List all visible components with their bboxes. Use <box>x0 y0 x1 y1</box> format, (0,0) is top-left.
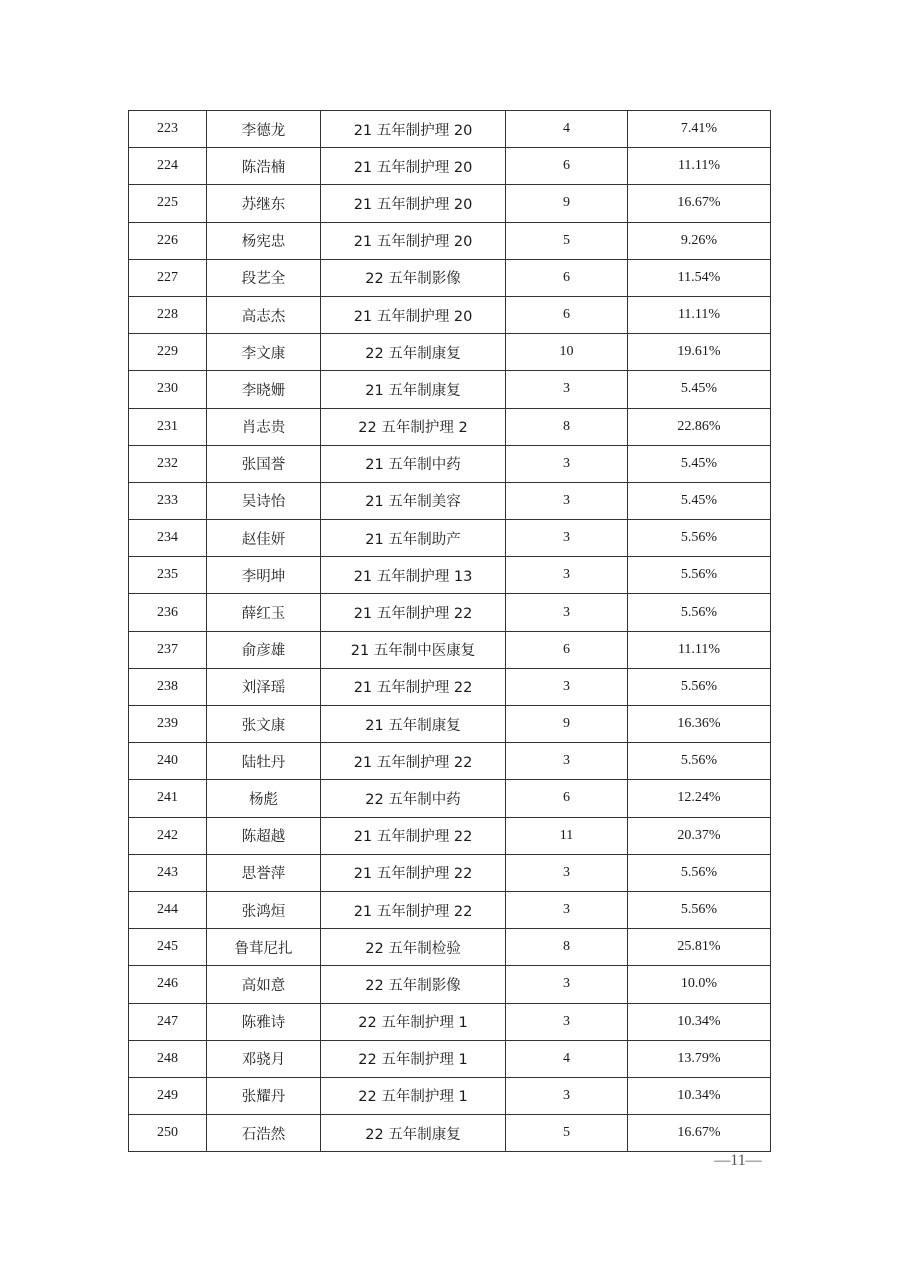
table-row <box>129 557 771 594</box>
percentage-cell: 22.86% <box>628 408 771 445</box>
student-name-cell: 思誉萍 <box>207 854 321 891</box>
percentage-cell: 5.56% <box>628 520 771 557</box>
count-cell: 3 <box>506 743 628 780</box>
table-row <box>129 334 771 371</box>
class-name-cell: 21 五年制美容 <box>321 482 506 519</box>
percentage-cell: 5.56% <box>628 743 771 780</box>
table-row <box>129 445 771 482</box>
percentage-cell: 5.45% <box>628 371 771 408</box>
student-name-cell: 张国誉 <box>207 445 321 482</box>
percentage-cell: 5.56% <box>628 557 771 594</box>
percentage-cell: 12.24% <box>628 780 771 817</box>
row-number-cell: 228 <box>129 296 207 333</box>
percentage-cell: 9.26% <box>628 222 771 259</box>
count-cell: 3 <box>506 594 628 631</box>
percentage-cell: 10.0% <box>628 966 771 1003</box>
percentage-cell: 16.67% <box>628 185 771 222</box>
student-name-cell: 肖志贵 <box>207 408 321 445</box>
percentage-cell: 19.61% <box>628 334 771 371</box>
class-name-cell: 21 五年制护理 20 <box>321 111 506 148</box>
table-row <box>129 854 771 891</box>
table-row <box>129 743 771 780</box>
row-number-cell: 240 <box>129 743 207 780</box>
student-table-body <box>129 111 771 1152</box>
table-row <box>129 408 771 445</box>
student-name-cell: 刘泽瑶 <box>207 668 321 705</box>
table-row <box>129 259 771 296</box>
class-name-cell: 22 五年制检验 <box>321 929 506 966</box>
count-cell: 8 <box>506 929 628 966</box>
row-number-cell: 235 <box>129 557 207 594</box>
class-name-cell: 22 五年制影像 <box>321 259 506 296</box>
percentage-cell: 5.45% <box>628 445 771 482</box>
row-number-cell: 238 <box>129 668 207 705</box>
student-name-cell: 陆牡丹 <box>207 743 321 780</box>
row-number-cell: 226 <box>129 222 207 259</box>
student-name-cell: 李明坤 <box>207 557 321 594</box>
count-cell: 10 <box>506 334 628 371</box>
count-cell: 3 <box>506 482 628 519</box>
count-cell: 3 <box>506 668 628 705</box>
class-name-cell: 21 五年制康复 <box>321 706 506 743</box>
count-cell: 9 <box>506 706 628 743</box>
table-row <box>129 482 771 519</box>
table-row <box>129 1003 771 1040</box>
count-cell: 8 <box>506 408 628 445</box>
class-name-cell: 22 五年制护理 1 <box>321 1003 506 1040</box>
table-row <box>129 780 771 817</box>
student-table <box>128 110 771 1152</box>
student-name-cell: 邓骁月 <box>207 1040 321 1077</box>
count-cell: 3 <box>506 1077 628 1114</box>
count-cell: 3 <box>506 1003 628 1040</box>
percentage-cell: 13.79% <box>628 1040 771 1077</box>
student-name-cell: 陈雅诗 <box>207 1003 321 1040</box>
row-number-cell: 250 <box>129 1115 207 1152</box>
table-row <box>129 148 771 185</box>
table-row <box>129 1040 771 1077</box>
percentage-cell: 7.41% <box>628 111 771 148</box>
class-name-cell: 22 五年制康复 <box>321 1115 506 1152</box>
percentage-cell: 11.11% <box>628 631 771 668</box>
class-name-cell: 22 五年制中药 <box>321 780 506 817</box>
student-name-cell: 杨宪忠 <box>207 222 321 259</box>
class-name-cell: 21 五年制护理 20 <box>321 148 506 185</box>
row-number-cell: 229 <box>129 334 207 371</box>
table-row <box>129 706 771 743</box>
count-cell: 11 <box>506 817 628 854</box>
student-name-cell: 石浩然 <box>207 1115 321 1152</box>
row-number-cell: 227 <box>129 259 207 296</box>
percentage-cell: 5.56% <box>628 668 771 705</box>
row-number-cell: 237 <box>129 631 207 668</box>
percentage-cell: 16.67% <box>628 1115 771 1152</box>
count-cell: 3 <box>506 966 628 1003</box>
student-name-cell: 张文康 <box>207 706 321 743</box>
row-number-cell: 243 <box>129 854 207 891</box>
percentage-cell: 25.81% <box>628 929 771 966</box>
row-number-cell: 231 <box>129 408 207 445</box>
percentage-cell: 5.45% <box>628 482 771 519</box>
student-name-cell: 高志杰 <box>207 296 321 333</box>
class-name-cell: 21 五年制护理 20 <box>321 296 506 333</box>
class-name-cell: 22 五年制护理 1 <box>321 1077 506 1114</box>
class-name-cell: 22 五年制影像 <box>321 966 506 1003</box>
class-name-cell: 21 五年制中药 <box>321 445 506 482</box>
row-number-cell: 247 <box>129 1003 207 1040</box>
class-name-cell: 21 五年制护理 20 <box>321 185 506 222</box>
count-cell: 5 <box>506 1115 628 1152</box>
row-number-cell: 232 <box>129 445 207 482</box>
page-number: —11— <box>714 1152 762 1169</box>
count-cell: 6 <box>506 780 628 817</box>
class-name-cell: 21 五年制护理 22 <box>321 594 506 631</box>
row-number-cell: 244 <box>129 891 207 928</box>
student-name-cell: 李德龙 <box>207 111 321 148</box>
class-name-cell: 21 五年制中医康复 <box>321 631 506 668</box>
percentage-cell: 20.37% <box>628 817 771 854</box>
count-cell: 3 <box>506 891 628 928</box>
class-name-cell: 21 五年制助产 <box>321 520 506 557</box>
row-number-cell: 230 <box>129 371 207 408</box>
count-cell: 9 <box>506 185 628 222</box>
student-name-cell: 张耀丹 <box>207 1077 321 1114</box>
table-row <box>129 185 771 222</box>
student-name-cell: 吴诗怡 <box>207 482 321 519</box>
table-row <box>129 594 771 631</box>
class-name-cell: 21 五年制康复 <box>321 371 506 408</box>
table-row <box>129 1115 771 1152</box>
table-row <box>129 111 771 148</box>
count-cell: 3 <box>506 557 628 594</box>
student-name-cell: 李文康 <box>207 334 321 371</box>
percentage-cell: 5.56% <box>628 594 771 631</box>
count-cell: 3 <box>506 854 628 891</box>
table-row <box>129 966 771 1003</box>
student-name-cell: 杨彪 <box>207 780 321 817</box>
class-name-cell: 21 五年制护理 22 <box>321 854 506 891</box>
row-number-cell: 224 <box>129 148 207 185</box>
count-cell: 3 <box>506 520 628 557</box>
row-number-cell: 234 <box>129 520 207 557</box>
class-name-cell: 21 五年制护理 22 <box>321 668 506 705</box>
row-number-cell: 233 <box>129 482 207 519</box>
table-row <box>129 371 771 408</box>
row-number-cell: 239 <box>129 706 207 743</box>
class-name-cell: 21 五年制护理 20 <box>321 222 506 259</box>
table-row <box>129 222 771 259</box>
student-name-cell: 张鸿烜 <box>207 891 321 928</box>
percentage-cell: 10.34% <box>628 1003 771 1040</box>
class-name-cell: 21 五年制护理 22 <box>321 743 506 780</box>
row-number-cell: 241 <box>129 780 207 817</box>
student-name-cell: 李晓姗 <box>207 371 321 408</box>
count-cell: 3 <box>506 445 628 482</box>
count-cell: 6 <box>506 148 628 185</box>
row-number-cell: 249 <box>129 1077 207 1114</box>
count-cell: 6 <box>506 296 628 333</box>
class-name-cell: 22 五年制康复 <box>321 334 506 371</box>
class-name-cell: 21 五年制护理 13 <box>321 557 506 594</box>
student-name-cell: 赵佳妍 <box>207 520 321 557</box>
table-row <box>129 631 771 668</box>
count-cell: 4 <box>506 1040 628 1077</box>
percentage-cell: 11.11% <box>628 296 771 333</box>
percentage-cell: 16.36% <box>628 706 771 743</box>
count-cell: 6 <box>506 631 628 668</box>
row-number-cell: 225 <box>129 185 207 222</box>
student-name-cell: 薛红玉 <box>207 594 321 631</box>
row-number-cell: 245 <box>129 929 207 966</box>
percentage-cell: 5.56% <box>628 854 771 891</box>
row-number-cell: 246 <box>129 966 207 1003</box>
class-name-cell: 22 五年制护理 2 <box>321 408 506 445</box>
table-row <box>129 668 771 705</box>
percentage-cell: 5.56% <box>628 891 771 928</box>
table-row <box>129 891 771 928</box>
count-cell: 6 <box>506 259 628 296</box>
table-row <box>129 929 771 966</box>
row-number-cell: 242 <box>129 817 207 854</box>
student-name-cell: 陈浩楠 <box>207 148 321 185</box>
percentage-cell: 11.54% <box>628 259 771 296</box>
student-name-cell: 苏继东 <box>207 185 321 222</box>
table-row <box>129 520 771 557</box>
count-cell: 5 <box>506 222 628 259</box>
student-name-cell: 高如意 <box>207 966 321 1003</box>
count-cell: 3 <box>506 371 628 408</box>
student-name-cell: 俞彦雄 <box>207 631 321 668</box>
student-name-cell: 段艺全 <box>207 259 321 296</box>
row-number-cell: 248 <box>129 1040 207 1077</box>
student-name-cell: 陈超越 <box>207 817 321 854</box>
table-row <box>129 296 771 333</box>
percentage-cell: 11.11% <box>628 148 771 185</box>
percentage-cell: 10.34% <box>628 1077 771 1114</box>
table-row <box>129 1077 771 1114</box>
class-name-cell: 21 五年制护理 22 <box>321 891 506 928</box>
row-number-cell: 236 <box>129 594 207 631</box>
student-name-cell: 鲁茸尼扎 <box>207 929 321 966</box>
row-number-cell: 223 <box>129 111 207 148</box>
count-cell: 4 <box>506 111 628 148</box>
table-row <box>129 817 771 854</box>
class-name-cell: 21 五年制护理 22 <box>321 817 506 854</box>
class-name-cell: 22 五年制护理 1 <box>321 1040 506 1077</box>
